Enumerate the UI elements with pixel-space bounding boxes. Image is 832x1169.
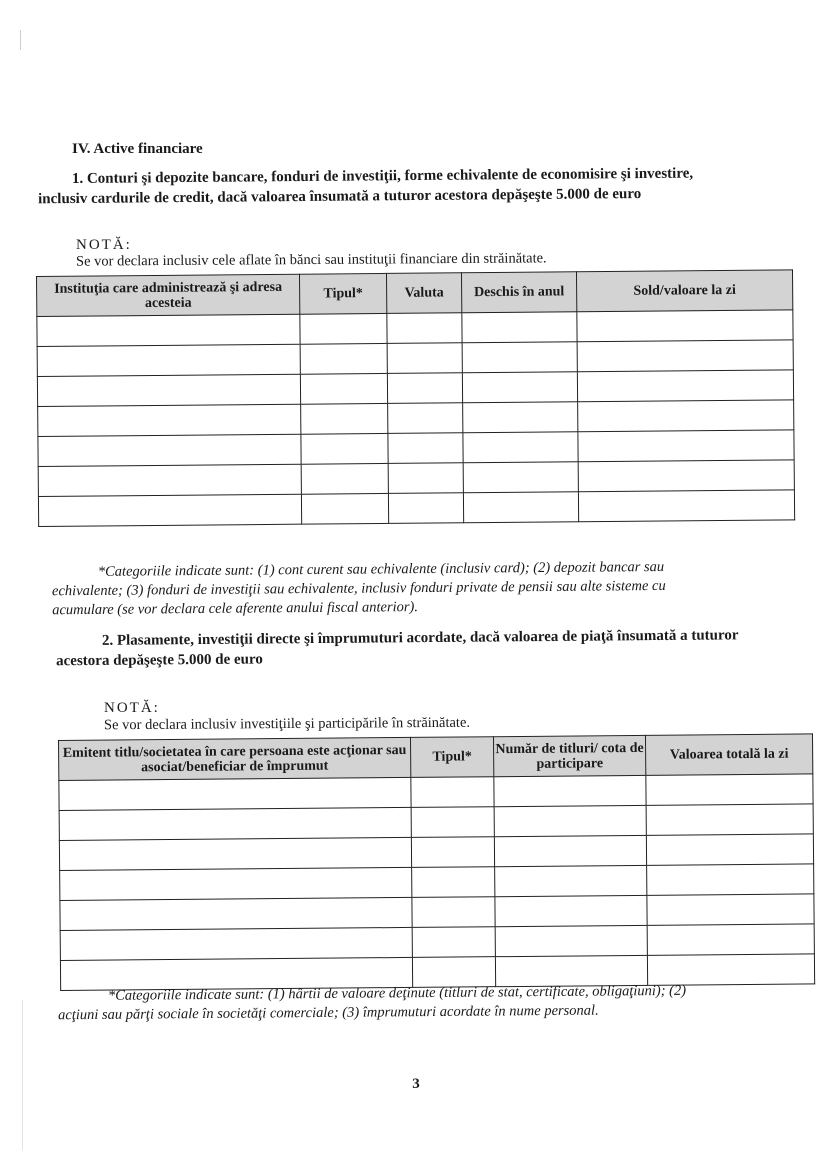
table-cell [494, 775, 646, 806]
table-cell [60, 897, 412, 930]
section-2-nota-text: Se vor declara inclusiv investiţiile şi participările în străinătate. [103, 714, 471, 734]
table-cell [38, 494, 301, 526]
table-cell [37, 314, 300, 346]
section-1-heading-line2: inclusiv cardurile de credit, dacă valoarea însumată a tuturor acestora depăşeşte 5.000 de euro [38, 186, 642, 208]
section-2-nota-label: NOTĂ: [104, 700, 160, 716]
table-cell [301, 463, 388, 494]
section-1-heading-line1: 1. Conturi şi depozite bancare, fonduri de investiţii, forme echivalente de economisire şi investire, [71, 165, 694, 187]
header-issuer: Emitent titlu/societatea în care persoana este acţionar sau asociat/beneficiar de împrumut [59, 737, 411, 780]
table-header-row [37, 270, 793, 317]
table-cell [60, 867, 412, 900]
table-cell [577, 310, 793, 342]
header-type: Tipul* [410, 737, 493, 778]
section-1-nota-label: NOTĂ: [76, 237, 132, 253]
table-cell [388, 433, 463, 464]
table-cell [387, 343, 462, 374]
section-1-footnote-line2: echivalente; (3) fonduri de investiţii sau echivalente, inclusiv fonduri private de pensii sau alte sisteme cu [51, 577, 666, 600]
table-cell [59, 807, 411, 840]
table-cell [647, 924, 814, 955]
table-cell [463, 402, 578, 433]
table-cell [578, 430, 794, 462]
section-title: IV. Active financiare [72, 141, 203, 157]
table-cell [578, 400, 794, 432]
table-cell [462, 312, 577, 343]
header-opened-year: Deschis în anul [461, 272, 576, 313]
table-cell [300, 373, 387, 404]
table-cell [494, 805, 646, 836]
investments-table [58, 733, 815, 991]
section-2-footnote-line2: acţiuni sau părţi sociale în societăţi comerciale; (3) împrumuturi acordate în nume personal. [58, 1002, 599, 1024]
table-cell [300, 343, 387, 374]
table-cell [647, 864, 814, 895]
scan-artifact [20, 30, 21, 50]
table-cell [494, 835, 646, 866]
table-cell [412, 927, 495, 958]
table-cell [463, 432, 578, 463]
table-cell [301, 433, 388, 464]
table-cell [646, 774, 813, 805]
header-shares-count: Număr de titluri/ cota de participare [493, 735, 645, 776]
table-cell [495, 865, 647, 896]
table-cell [646, 834, 813, 865]
section-1-footnote-line1: *Categoriile indicate sunt: (1) cont curent sau echivalente (inclusiv card); (2) depozit bancar sau [97, 558, 665, 580]
table-cell [301, 493, 388, 524]
table-cell [578, 460, 794, 492]
header-currency: Valuta [386, 273, 461, 314]
section-1-nota-text: Se vor declara inclusiv cele aflate în bănci sau instituţii financiare din străinătate. [75, 250, 547, 270]
table-cell [411, 807, 494, 838]
header-institution: Instituţia care administrează şi adresa acesteia [37, 274, 300, 316]
table-cell [463, 492, 578, 523]
section-2-heading-line1: 2. Plasamente, investiţii directe şi împrumuturi acordate, dacă valoarea de piaţă însumată a tuturor [101, 627, 739, 649]
table-cell [388, 463, 463, 494]
table-header-row [59, 734, 813, 781]
table-cell [495, 925, 647, 956]
financial-accounts-table [36, 269, 795, 527]
table-cell [462, 342, 577, 373]
table-cell [577, 340, 793, 372]
table-cell [38, 464, 301, 496]
table-cell [411, 837, 494, 868]
header-total-value: Valoarea totală la zi [645, 734, 812, 775]
table-cell [388, 493, 463, 524]
header-balance: Sold/valoare la zi [576, 270, 792, 312]
table-cell [646, 804, 813, 835]
table-cell [37, 374, 300, 406]
table-cell [59, 837, 411, 870]
section-2-heading-line2: acestora depăşeşte 5.000 de euro [56, 651, 263, 670]
table-cell [59, 777, 411, 810]
table-cell [387, 373, 462, 404]
table-cell [412, 867, 495, 898]
table-cell [577, 370, 793, 402]
table-cell [37, 344, 300, 376]
scan-artifact [22, 1000, 23, 1150]
table-cell [300, 313, 387, 344]
table-cell [38, 434, 301, 466]
table-cell [495, 895, 647, 926]
section-1-footnote [52, 557, 804, 621]
table-cell [388, 403, 463, 434]
header-type: Tipul* [299, 273, 386, 314]
table-cell [387, 313, 462, 344]
table-cell [38, 404, 301, 436]
table-cell [647, 894, 814, 925]
section-1-heading [38, 163, 790, 210]
table-cell [60, 927, 412, 960]
table-row [38, 490, 794, 527]
section-2-footnote-line1: *Categoriile indicate sunt: (1) hârtii de valoare deţinute (titluri de stat, certificate, obligaţiuni); (2) [107, 982, 687, 1004]
table-cell [412, 897, 495, 928]
section-2-heading [56, 625, 806, 672]
table-cell [411, 777, 494, 808]
table-cell [578, 490, 794, 522]
table-cell [462, 372, 577, 403]
section-2-footnote [58, 981, 812, 1026]
section-1-footnote-line3: acumulare (se vor declara cele aferente anului fiscal anterior). [52, 599, 418, 619]
page-number: 3 [412, 1076, 420, 1092]
table-cell [301, 403, 388, 434]
table-cell [463, 462, 578, 493]
